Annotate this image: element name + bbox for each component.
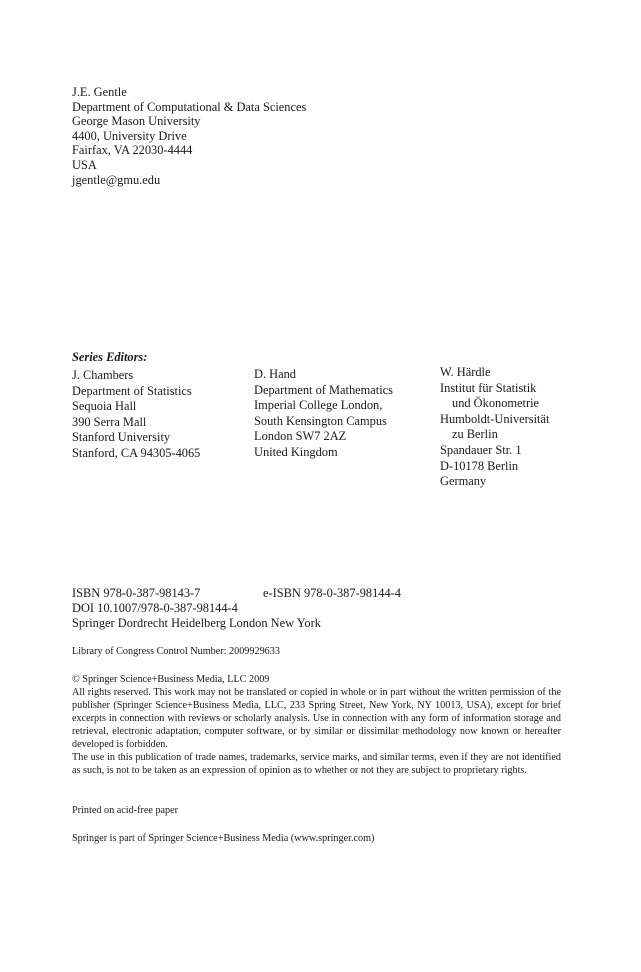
rights-paragraph: All rights reserved. This work may not be translated or copied in whole or in part without the written permission of the publisher (Springer Science+Business Media, LLC, 233 Spring Street, New York, NY 10013, USA), except for brief excerpts in connection with reviews or scholarly analysis. Use in connection with any form of information storage and retrieval, electronic adaptation, computer software, or by similar or dissimilar methodology now known or hereafter developed is forbidden. <box>72 687 561 750</box>
author-street: 4400, University Drive <box>72 128 187 143</box>
series-editors-heading: Series Editors: <box>72 350 148 364</box>
editor-line: D. Hand <box>254 367 296 381</box>
author-name: J.E. Gentle <box>72 85 127 99</box>
copyright-line: © Springer Science+Business Media, LLC 2009 <box>72 674 270 685</box>
lccn: Library of Congress Control Number: 2009929633 <box>72 646 280 657</box>
editor-hand <box>254 367 393 460</box>
printed-on-paper: Printed on acid-free paper <box>72 805 179 816</box>
editor-line: Institut für Statistik <box>440 380 537 395</box>
isbn: ISBN 978-0-387-98143-7 <box>72 586 201 600</box>
author-department: Department of Computational & Data Sciences <box>72 99 307 114</box>
editor-line: zu Berlin <box>452 427 498 442</box>
editor-line: United Kingdom <box>254 444 338 459</box>
editor-line: Germany <box>440 474 487 489</box>
editor-chambers <box>72 368 200 461</box>
doi: DOI 10.1007/978-0-387-98144-4 <box>72 601 238 615</box>
editor-line: Department of Statistics <box>72 383 192 398</box>
editor-line: 390 Serra Mall <box>72 414 147 429</box>
editor-line: und Ökonometrie <box>452 396 540 411</box>
trademarks-paragraph: The use in this publication of trade names, trademarks, service marks, and similar terms, even if they are not identified as such, is not to be taken as an expression of opinion as to whether or not they are subject to proprietary rights. <box>72 752 561 776</box>
editor-line: Stanford, CA 94305-4065 <box>72 445 201 460</box>
copyright-block <box>72 673 561 777</box>
editor-line: Imperial College London, <box>254 398 383 413</box>
editor-line: London SW7 2AZ <box>254 429 347 444</box>
e-isbn: e-ISBN 978-0-387-98144-4 <box>263 586 401 600</box>
editor-line: Humboldt-Universität <box>440 411 550 426</box>
editor-line: J. Chambers <box>72 368 134 382</box>
author-university: George Mason University <box>72 114 201 129</box>
author-email: jgentle@gmu.edu <box>72 172 161 187</box>
editor-hardle <box>440 365 549 489</box>
editor-line: W. Härdle <box>440 365 491 379</box>
author-country: USA <box>72 157 97 172</box>
publisher-locations: Springer Dordrecht Heidelberg London New York <box>72 615 321 630</box>
editor-line: South Kensington Campus <box>254 413 387 428</box>
editor-line: Sequoia Hall <box>72 399 137 414</box>
isbn-row <box>72 586 401 601</box>
author-city: Fairfax, VA 22030-4444 <box>72 143 193 158</box>
editor-line: Department of Mathematics <box>254 382 394 397</box>
doi-publisher-block <box>72 601 321 630</box>
springer-part-of: Springer is part of Springer Science+Business Media (www.springer.com) <box>72 833 375 844</box>
editor-line: D-10178 Berlin <box>440 458 519 473</box>
editor-line: Stanford University <box>72 430 171 445</box>
editor-line: Spandauer Str. 1 <box>440 442 522 457</box>
author-address <box>72 85 306 187</box>
